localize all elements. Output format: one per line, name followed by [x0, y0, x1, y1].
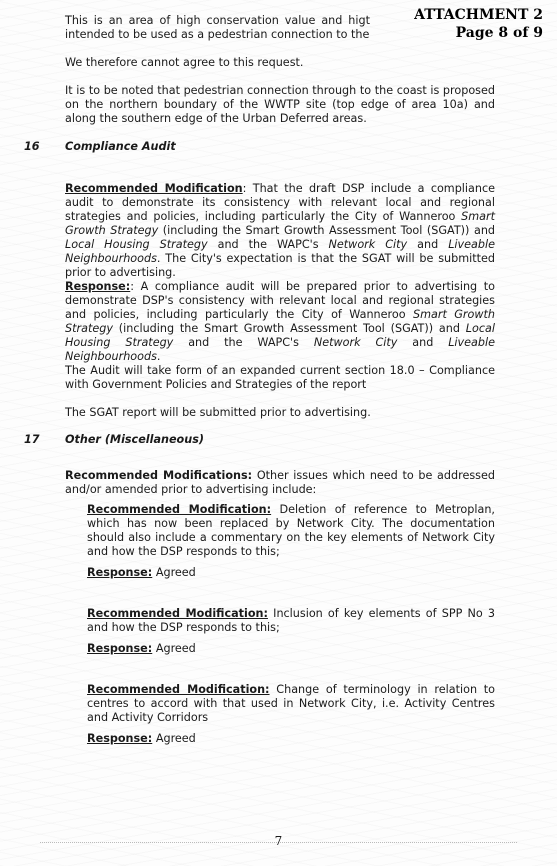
page-number: 7 — [274, 834, 283, 848]
paragraph-s17-mod3: Recommended Modification: Change of terminology in relation to centres to accord with that used in Network City, i.e. Activity Centres and Activity Corridors — [87, 683, 496, 724]
paragraph-s16-audit: The Audit will take form of an expanded current section 18.0 – Compliance with Government Policies and Strategies of the report — [65, 364, 495, 391]
paragraph-pedestrian-connection: It is to be noted that pedestrian connection through to the coast is proposed on the northern boundary of the WWTP site (top edge of area 10a) and along the southern edge of the Urban Deferred areas. — [65, 84, 495, 125]
label-recommended-modification: Recommended Modification: — [87, 503, 272, 516]
paragraph-s17-mod2: Recommended Modification: Inclusion of key elements of SPP No 3 and how the DSP responds to this; — [87, 607, 496, 634]
paragraph-s17-resp3: Response: Agreed — [87, 732, 196, 745]
paragraph-s17-resp1: Response: Agreed — [87, 566, 196, 579]
attachment-header — [414, 6, 543, 42]
label-response: Response: — [65, 280, 131, 293]
label-recommended-modification: Recommended Modification: — [87, 607, 268, 620]
section-number-16: 16 — [24, 140, 40, 153]
label-recommended-modification: Recommended Modification — [65, 182, 243, 195]
label-response: Response: — [87, 642, 153, 655]
label-recommended-modification: Recommended Modification: — [87, 683, 270, 696]
paragraph-s17-intro: Recommended Modifications: Other issues which need to be addressed and/or amended prior to advertising include: — [65, 469, 495, 496]
page-indicator: Page 8 of 9 — [455, 25, 543, 41]
label-recommended-modifications: Recommended Modifications: — [65, 469, 253, 482]
paragraph-s16-sgat: The SGAT report will be submitted prior to advertising. — [65, 406, 371, 419]
paragraph-s17-resp2: Response: Agreed — [87, 642, 196, 655]
section-title-17: Other (Miscellaneous) — [65, 433, 204, 446]
attachment-title: ATTACHMENT 2 — [414, 7, 543, 23]
section-title-16: Compliance Audit — [65, 140, 176, 153]
section-number-17: 17 — [24, 433, 40, 446]
label-response: Response: — [87, 566, 153, 579]
label-response: Response: — [87, 732, 153, 745]
paragraph-s16-modification: Recommended Modification: That the draft DSP include a compliance audit to demonstrate its consistency with relevant local and regional strategies and policies, including particularly the City of Wanneroo Smart Growth Strategy (including the Smart Growth Assessment Tool (SGAT)) and Local Housing Strategy and the WAPC's Network City and Liveable Neighbourhoods. The City's expectation is that the SGAT will be submitted prior to advertising. — [65, 182, 496, 279]
paragraph-s16-response: Response:: A compliance audit will be prepared prior to advertising to demonstrate DSP's consistency with relevant local and regional strategies and policies, including particularly the City of Wanneroo Smart Growth Strategy (including the Smart Growth Assessment Tool (SGAT)) and Local Housing Strategy and the WAPC's Network City and Liveable Neighbourhoods. — [65, 280, 496, 363]
paragraph-conservation: This is an area of high conservation value and higt intended to be used as a pedestrian connection to the — [65, 14, 370, 41]
paragraph-cannot-agree: We therefore cannot agree to this request. — [65, 56, 304, 69]
paragraph-s17-mod1: Recommended Modification: Deletion of reference to Metroplan, which has now been replaced by Network City. The documentation should also include a commentary on the key elements of Network City and how the DSP responds to this; — [87, 503, 495, 558]
